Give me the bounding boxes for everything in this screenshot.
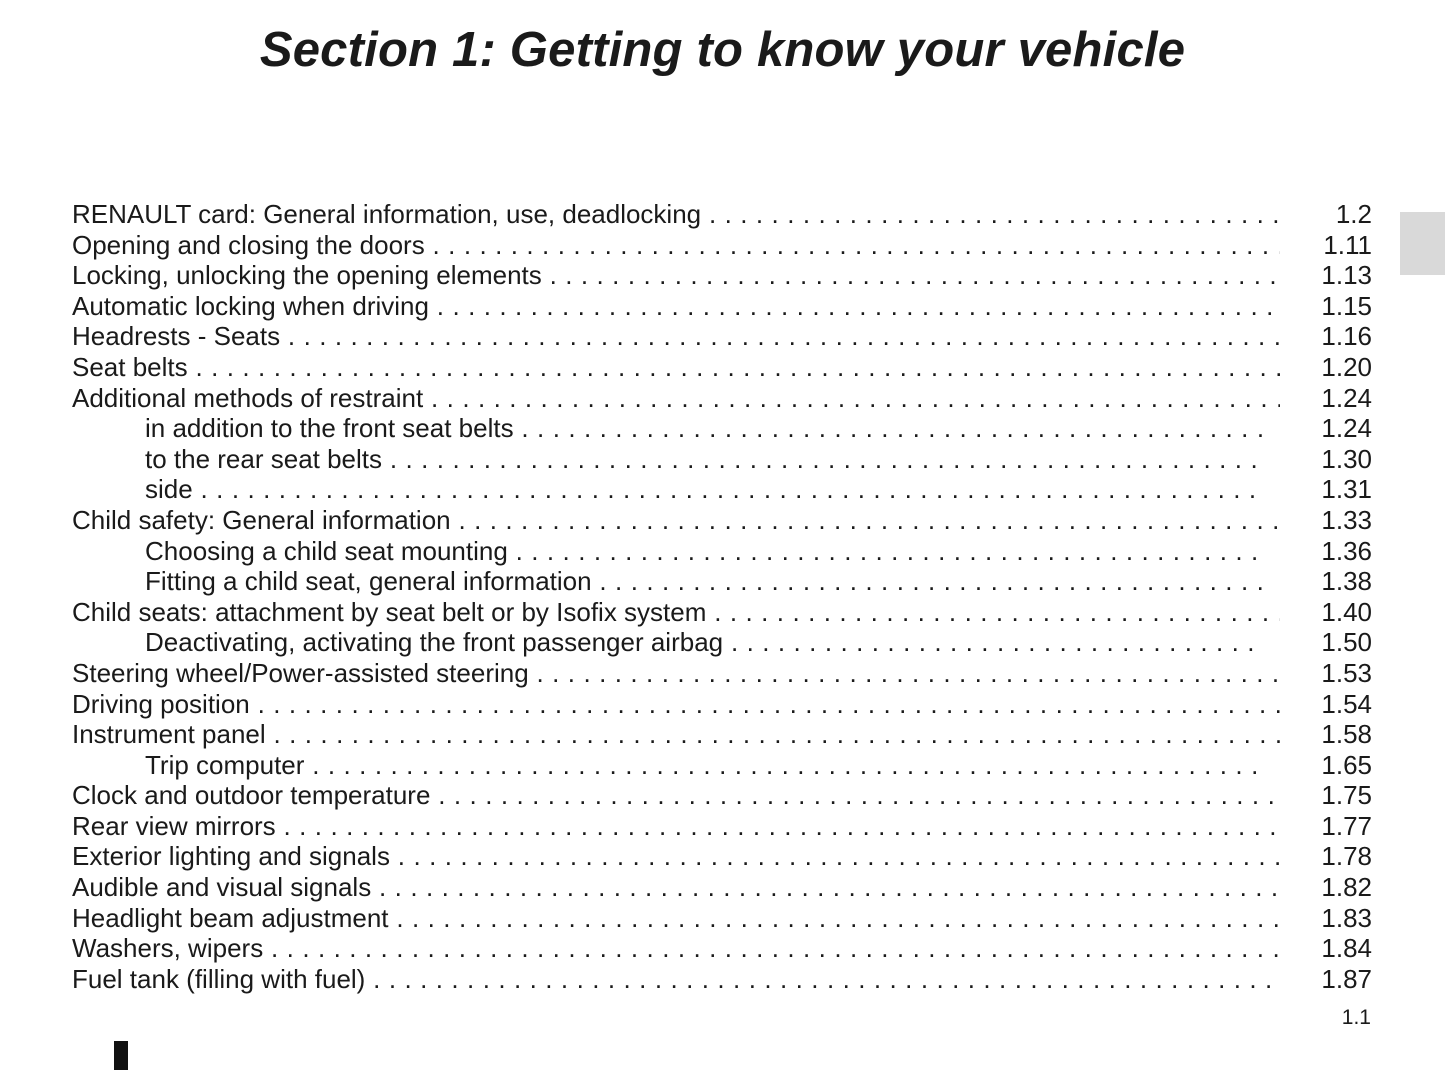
toc-subentry[interactable] — [72, 413, 1372, 444]
toc-entry-label: Automatic locking when driving . . . — [72, 291, 1280, 321]
toc-entry[interactable] — [72, 352, 1372, 383]
toc-entry-label: in addition to the front seat belts . . . — [145, 413, 1265, 443]
toc-entry-page: 1.33 — [1321, 504, 1372, 535]
toc-entry-page: 1.11 — [1323, 229, 1372, 260]
toc-entry-page: 1.75 — [1321, 780, 1372, 811]
toc-entry-page: 1.24 — [1321, 413, 1372, 444]
toc-entry-label: side . . . — [145, 474, 1265, 504]
toc-entry[interactable] — [72, 780, 1372, 811]
toc-entry-label: Child seats: attachment by seat belt or by Isofix system . . . — [72, 597, 1280, 627]
toc-entry-label: Driving position . . . — [72, 689, 1280, 719]
toc-entry[interactable] — [72, 658, 1372, 689]
toc-entry-label: Deactivating, activating the front passenger airbag . . . — [145, 627, 1265, 657]
toc-entry[interactable] — [72, 872, 1372, 903]
toc-subentry[interactable] — [72, 536, 1372, 567]
toc-entry[interactable] — [72, 230, 1372, 261]
toc-entry-label: Seat belts . . . — [72, 352, 1280, 382]
page-title: Section 1: Getting to know your vehicle — [259, 23, 1186, 77]
toc-subentry[interactable] — [72, 566, 1372, 597]
toc-entry[interactable] — [72, 903, 1372, 934]
toc-entry-label: Steering wheel/Power-assisted steering . . . — [72, 658, 1280, 688]
page-number: 1.1 — [1341, 1006, 1371, 1029]
toc-entry-page: 1.53 — [1321, 657, 1372, 688]
toc-entry-page: 1.16 — [1321, 321, 1372, 352]
toc-entry-label: Additional methods of restraint . . . — [72, 383, 1280, 413]
toc-entry[interactable] — [72, 260, 1372, 291]
toc-entry-label: Clock and outdoor temperature . . . — [72, 780, 1280, 810]
toc-entry[interactable] — [72, 383, 1372, 414]
toc-entry-page: 1.58 — [1321, 719, 1372, 750]
toc-entry[interactable] — [72, 719, 1372, 750]
toc-subentry[interactable] — [72, 444, 1372, 475]
toc-entry-label: Locking, unlocking the opening elements . . . — [72, 260, 1280, 290]
toc-entry-page: 1.87 — [1321, 963, 1372, 994]
toc-entry-label: to the rear seat belts . . . — [145, 444, 1265, 474]
toc-entry-label: Trip computer . . . — [145, 750, 1265, 780]
crop-mark — [114, 1041, 128, 1070]
toc-entry[interactable] — [72, 291, 1372, 322]
toc-entry[interactable] — [72, 597, 1372, 628]
toc-entry-label: Audible and visual signals . . . — [72, 872, 1280, 902]
toc-entry-page: 1.50 — [1321, 627, 1372, 658]
toc-entry-page: 1.2 — [1335, 199, 1372, 229]
toc-entry[interactable] — [72, 321, 1372, 352]
table-of-contents — [72, 199, 1372, 994]
toc-entry[interactable] — [72, 199, 1372, 230]
toc-entry-label: Instrument panel . . . — [72, 719, 1280, 749]
toc-entry-page: 1.31 — [1321, 474, 1372, 505]
toc-entry[interactable] — [72, 811, 1372, 842]
toc-entry[interactable] — [72, 689, 1372, 720]
toc-entry-label: Fuel tank (filling with fuel) . . . — [72, 964, 1280, 994]
toc-subentry[interactable] — [72, 750, 1372, 781]
toc-entry-page: 1.24 — [1321, 382, 1372, 413]
toc-entry-page: 1.65 — [1321, 749, 1372, 780]
toc-entry-page: 1.40 — [1321, 596, 1372, 627]
toc-subentry[interactable] — [72, 627, 1372, 658]
toc-entry[interactable] — [72, 505, 1372, 536]
toc-entry-page: 1.77 — [1321, 810, 1372, 841]
toc-entry[interactable] — [72, 841, 1372, 872]
toc-entry-label: Choosing a child seat mounting . . . — [145, 536, 1265, 566]
toc-entry-page: 1.78 — [1321, 841, 1372, 872]
toc-entry-page: 1.36 — [1321, 535, 1372, 566]
toc-entry-label: Headrests - Seats . . . — [72, 321, 1280, 351]
toc-entry-page: 1.83 — [1321, 902, 1372, 933]
toc-entry-label: Rear view mirrors . . . — [72, 811, 1280, 841]
toc-subentry[interactable] — [72, 474, 1372, 505]
toc-entry-page: 1.54 — [1321, 688, 1372, 719]
toc-entry-page: 1.20 — [1321, 351, 1372, 382]
toc-entry[interactable] — [72, 964, 1372, 995]
toc-entry-page: 1.82 — [1321, 872, 1372, 903]
toc-entry[interactable] — [72, 933, 1372, 964]
toc-entry-page: 1.38 — [1321, 566, 1372, 597]
toc-entry-page: 1.84 — [1321, 933, 1372, 964]
toc-entry-page: 1.13 — [1321, 260, 1372, 291]
toc-entry-label: Exterior lighting and signals . . . — [72, 841, 1280, 871]
toc-entry-label: Opening and closing the doors . . . — [72, 230, 1280, 260]
toc-entry-page: 1.15 — [1321, 290, 1372, 321]
toc-entry-label: Child safety: General information . . . — [72, 505, 1280, 535]
toc-entry-label: RENAULT card: General information, use, deadlocking . . . — [72, 199, 1280, 229]
toc-entry-label: Washers, wipers . . . — [72, 933, 1280, 963]
toc-entry-label: Fitting a child seat, general information . . . — [145, 566, 1265, 596]
toc-entry-label: Headlight beam adjustment . . . — [72, 903, 1280, 933]
section-tab-marker — [1400, 212, 1445, 275]
toc-entry-page: 1.30 — [1321, 443, 1372, 474]
